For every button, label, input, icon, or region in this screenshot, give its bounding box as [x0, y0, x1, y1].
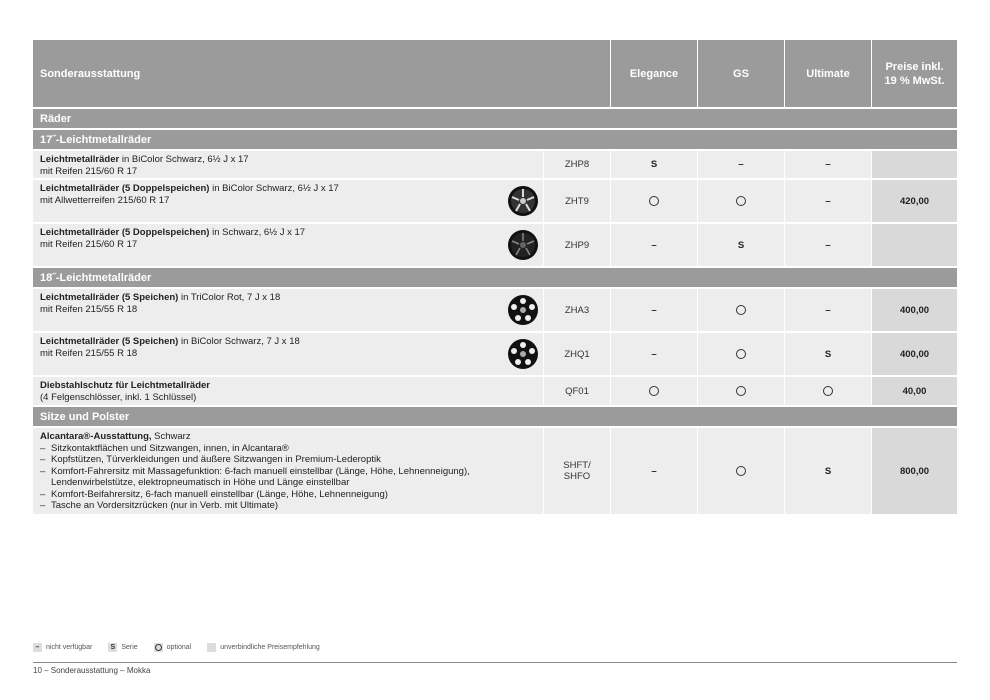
option-code: QF01 — [543, 377, 610, 405]
gs-value: – — [697, 151, 784, 178]
ultimate-value: – — [784, 180, 871, 222]
table-row — [33, 375, 957, 405]
price-value — [871, 151, 957, 178]
header-elegance: Elegance — [610, 40, 697, 107]
optional-icon — [155, 644, 162, 651]
section-seats: Sitze und Polster — [33, 405, 957, 426]
wheel-image — [503, 180, 543, 222]
table-row — [33, 331, 957, 375]
price-value: 40,00 — [871, 377, 957, 405]
table-row — [33, 178, 957, 222]
ultimate-value: – — [784, 224, 871, 266]
wheel-image — [503, 289, 543, 331]
row-description: Leichtmetallräder (5 Doppelspeichen) in Schwarz, 6½ J x 17 mit Reifen 215/60 R 17 — [40, 227, 306, 250]
five-spoke-wheel-icon — [507, 294, 539, 326]
elegance-value: – — [610, 224, 697, 266]
optional-icon — [736, 466, 746, 476]
section-17-wheels: 17˝-Leichtmetallräder — [33, 128, 957, 149]
price-value — [871, 224, 957, 266]
image-empty — [503, 428, 543, 514]
legend-optional: optional — [154, 643, 192, 652]
elegance-value: – — [610, 428, 697, 514]
price-value: 400,00 — [871, 333, 957, 375]
option-code: ZHT9 — [543, 180, 610, 222]
row-description: Leichtmetallräder (5 Speichen) in BiColor Schwarz, 7 J x 18 mit Reifen 215/55 R 18 — [40, 336, 300, 359]
ultimate-value: S — [784, 428, 871, 514]
list-item: – Komfort-Fahrersitz mit Massagefunktion: 6-fach manuell einstellbar (Länge, Höhe, Lehnenneigung), Lendenwirbelstütze, elektropneumatisch in Höhe und Länge einstellbar — [40, 466, 496, 489]
row-description: Diebstahlschutz für Leichtmetallräder (4 Felgenschlösser, inkl. 1 Schlüssel) — [40, 380, 210, 403]
price-value: 800,00 — [871, 428, 957, 514]
optional-icon — [823, 386, 833, 396]
elegance-value — [610, 180, 697, 222]
five-spoke-wheel-icon — [507, 338, 539, 370]
optional-icon — [736, 196, 746, 206]
option-code: ZHA3 — [543, 289, 610, 331]
optional-icon — [649, 196, 659, 206]
elegance-value: S — [610, 151, 697, 178]
header-ultimate: Ultimate — [784, 40, 871, 107]
row-description: Leichtmetallräder in BiColor Schwarz, 6½ J x 17 mit Reifen 215/60 R 17 — [40, 154, 249, 177]
row-description: Alcantara®-Ausstattung, Schwarz – Sitzkontaktflächen und Sitzwangen, innen, in Alcantara® – Kopfstützen, Türverkleidungen und äußere Sitzwangen in Premium-Lederoptik – Komfort-Fahrersitz mit Massagefunktion: 6-fach manuell einstellbar (Länge, Höhe, Lehnenneigung), Lendenwirbelstütze, elektropneumatisch in Höhe und Länge einstellbar – Komfort-Beifahrersitz, 6-fach manuell einstellbar (Länge, Höhe, Lehnenneigung) – Tasche an Vordersitzrücken (nur in Verb. mit Ultimate) — [33, 428, 503, 514]
list-item: – Tasche an Vordersitzrücken (nur in Verb. mit Ultimate) — [40, 500, 496, 512]
table-row — [33, 149, 957, 178]
header-price: Preise inkl. 19 % MwSt. — [871, 40, 957, 107]
option-code: ZHQ1 — [543, 333, 610, 375]
option-code: ZHP9 — [543, 224, 610, 266]
optional-icon — [736, 386, 746, 396]
elegance-value — [610, 377, 697, 405]
gs-value — [697, 333, 784, 375]
table-row — [33, 222, 957, 266]
header-description: Sonderausstattung — [40, 67, 141, 80]
wheel-image-empty — [503, 151, 543, 178]
ultimate-value — [784, 377, 871, 405]
optional-icon — [736, 305, 746, 315]
optional-icon — [736, 349, 746, 359]
list-item: – Kopfstützen, Türverkleidungen und äußere Sitzwangen in Premium-Lederoptik — [40, 454, 496, 466]
gs-value — [697, 428, 784, 514]
page-footer: 10 – Sonderausstattung – Mokka — [33, 666, 151, 675]
row-description: Leichtmetallräder (5 Speichen) in TriColor Rot, 7 J x 18 mit Reifen 215/55 R 18 — [40, 292, 281, 315]
elegance-value: – — [610, 289, 697, 331]
gs-value — [697, 377, 784, 405]
header-gs: GS — [697, 40, 784, 107]
wheel-image — [503, 333, 543, 375]
legend-standard: S Serie — [108, 643, 137, 652]
list-item: – Sitzkontaktflächen und Sitzwangen, innen, in Alcantara® — [40, 443, 496, 455]
legend-price: unverbindliche Preisempfehlung — [207, 643, 320, 652]
gs-value — [697, 180, 784, 222]
table-row — [33, 287, 957, 331]
footer-divider — [33, 662, 957, 663]
optional-icon — [649, 386, 659, 396]
wheel-image — [503, 224, 543, 266]
wheel-image-empty — [503, 377, 543, 405]
section-18-wheels: 18˝-Leichtmetallräder — [33, 266, 957, 287]
ultimate-value: S — [784, 333, 871, 375]
option-code: ZHP8 — [543, 151, 610, 178]
gs-value: S — [697, 224, 784, 266]
legend-not-available: – nicht verfügbar — [33, 643, 92, 652]
black-wheel-icon — [507, 229, 539, 261]
price-value: 420,00 — [871, 180, 957, 222]
table-header — [33, 40, 957, 107]
ultimate-value: – — [784, 289, 871, 331]
ultimate-value: – — [784, 151, 871, 178]
options-table — [33, 40, 957, 514]
feature-list — [40, 443, 496, 512]
row-description: Leichtmetallräder (5 Doppelspeichen) in BiColor Schwarz, 6½ J x 17 mit Allwetterreifen 215/60 R 17 — [40, 183, 339, 206]
section-raeder: Räder — [33, 107, 957, 128]
table-row — [33, 426, 957, 514]
elegance-value: – — [610, 333, 697, 375]
legend — [33, 643, 330, 652]
gs-value — [697, 289, 784, 331]
double-spoke-wheel-icon — [507, 185, 539, 217]
option-code: SHFT/ SHFO — [543, 428, 610, 514]
price-value: 400,00 — [871, 289, 957, 331]
list-item: – Komfort-Beifahrersitz, 6-fach manuell einstellbar (Länge, Höhe, Lehnenneigung) — [40, 489, 496, 501]
